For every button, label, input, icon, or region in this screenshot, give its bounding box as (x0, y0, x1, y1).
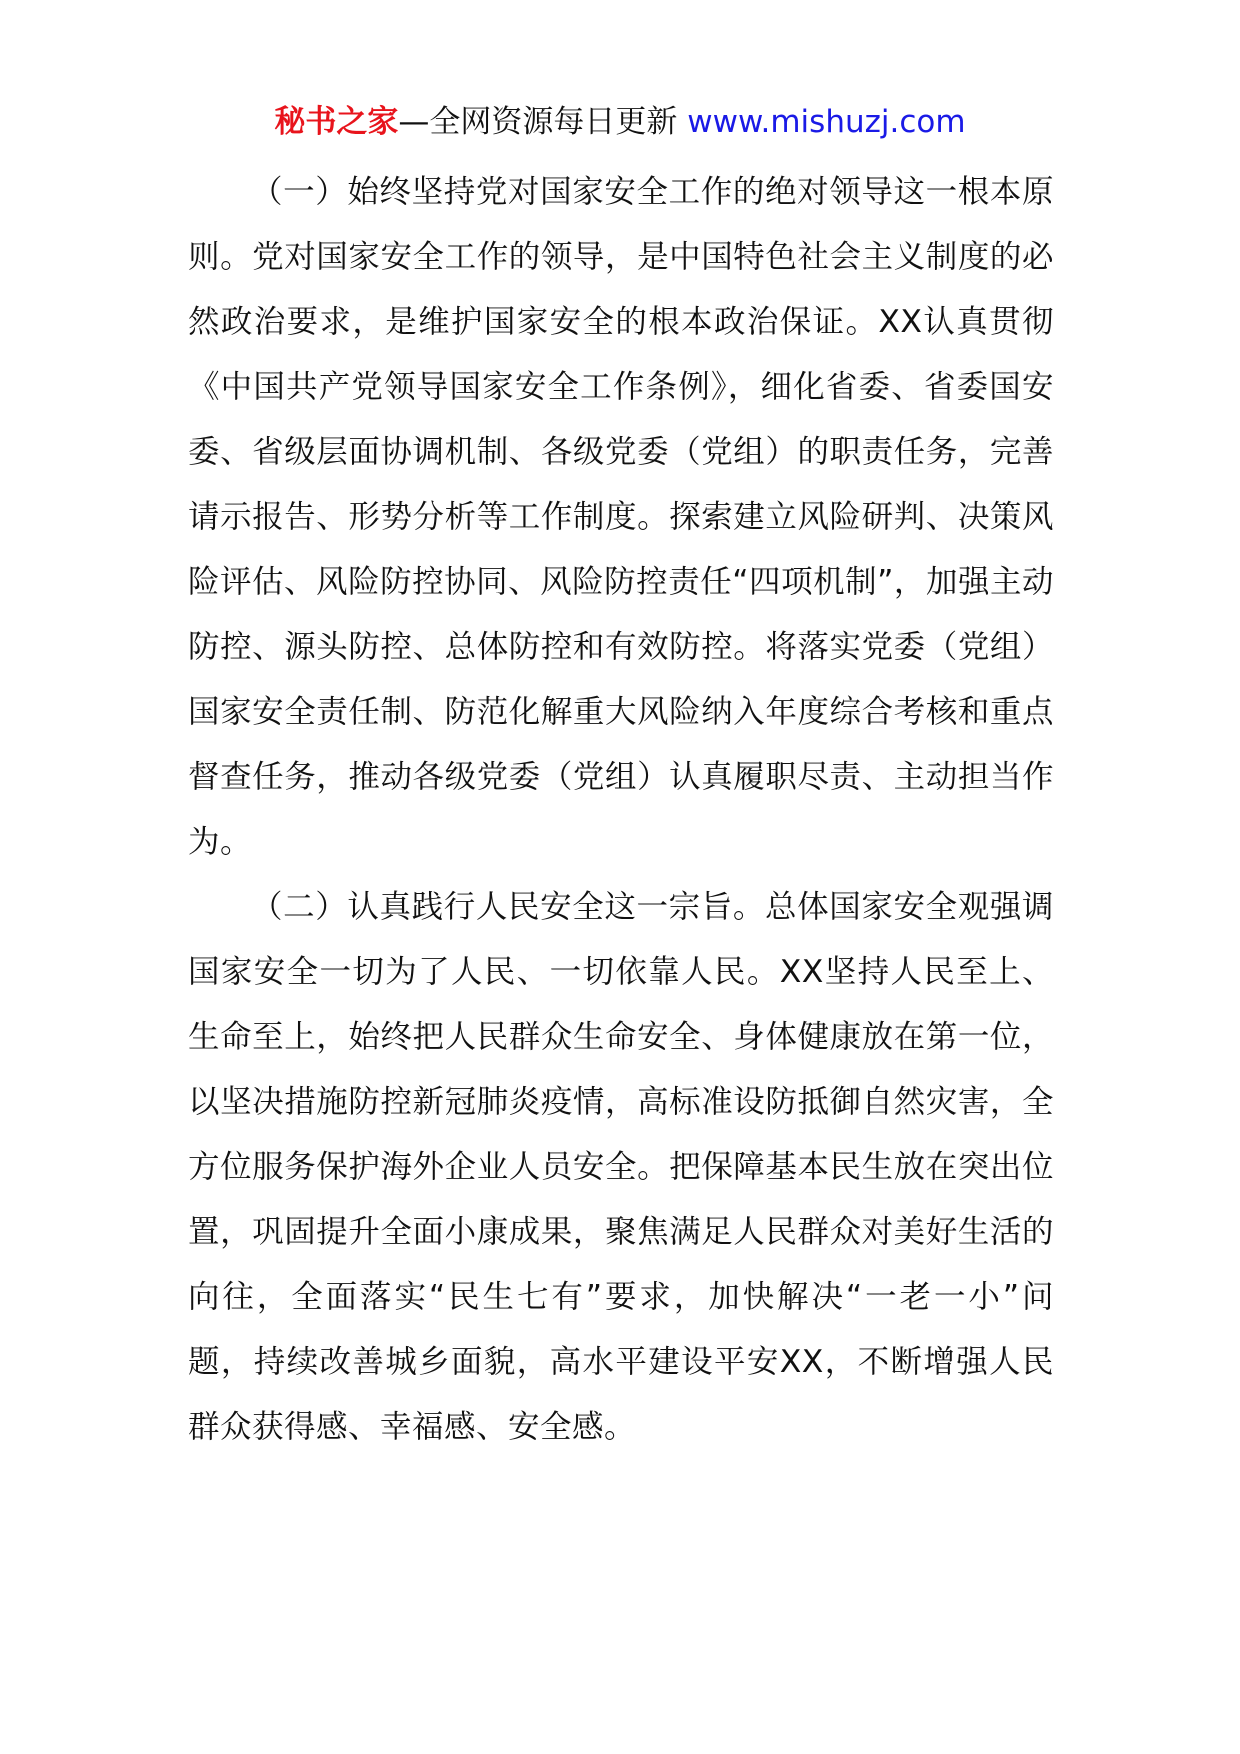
paragraph-2: （二）认真践行人民安全这一宗旨。总体国家安全观强调国家安全一切为了人民、一切依靠人民。XX坚持人民至上、生命至上，始终把人民群众生命安全、身体健康放在第一位，以坚决措施防控新冠肺炎疫情，高标准设防抵御自然灾害，全方位服务保护海外企业人员安全。把保障基本民生放在突出位置，巩固提升全面小康成果，聚焦满足人民群众对美好生活的向往，全面落实“民生七有”要求，加快解决“一老一小”问题，持续改善城乡面貌，高水平建设平安XX，不断增强人民群众获得感、幸福感、安全感。 (188, 889, 1054, 1445)
website-link[interactable]: www.mishuzj.com (687, 104, 966, 140)
brand-name: 秘书之家 (274, 104, 399, 140)
header-tagline: —全网资源每日更新 (398, 104, 678, 140)
paragraph-1: （一）始终坚持党对国家安全工作的绝对领导这一根本原则。党对国家安全工作的领导，是中国特色社会主义制度的必然政治要求，是维护国家安全的根本政治保证。XX认真贯彻《中国共产党领导国家安全工作条例》，细化省委、省委国安委、省级层面协调机制、各级党委（党组）的职责任务，完善请示报告、形势分析等工作制度。探索建立风险研判、决策风险评估、风险防控协同、风险防控责任“四项机制”，加强主动防控、源头防控、总体防控和有效防控。将落实党委（党组）国家安全责任制、防范化解重大风险纳入年度综合考核和重点督查任务，推动各级党委（党组）认真履职尽责、主动担当作为。 (188, 174, 1054, 860)
document-body (188, 160, 1054, 1460)
page-header (0, 100, 1240, 144)
